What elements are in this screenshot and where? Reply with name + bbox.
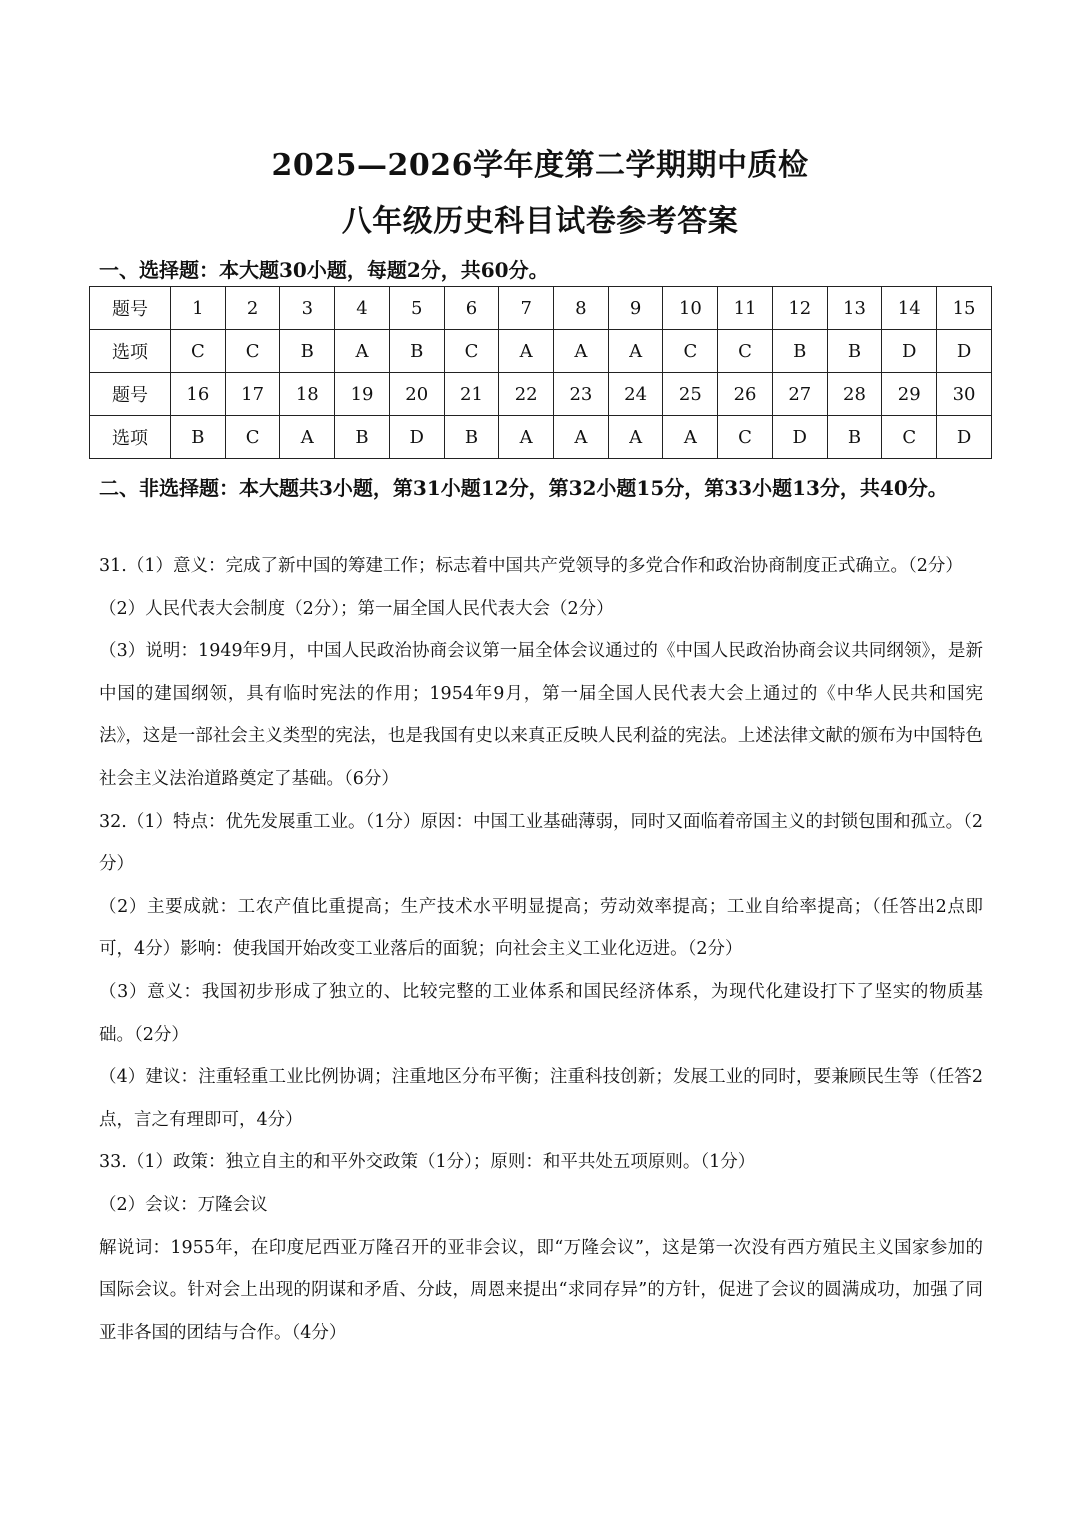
question-number-cell: 8 xyxy=(554,287,609,330)
question-number-cell: 25 xyxy=(663,373,718,416)
question-number-cell: 1 xyxy=(171,287,226,330)
answer-choice-row xyxy=(90,330,992,373)
question-number-cell: 10 xyxy=(663,287,718,330)
question-number-cell: 14 xyxy=(882,287,937,330)
answer-choice-cell: A xyxy=(499,330,554,373)
paragraph-33-1: 33.（1）政策：独立自主的和平外交政策（1分）；原则：和平共处五项原则。（1分） xyxy=(99,1152,756,1173)
paragraph-31-1: 31.（1）意义：完成了新中国的筹建工作；标志着中国共产党领导的多党合作和政治协商制度正式确立。（2分） xyxy=(99,556,963,576)
answer-choice-cell: B xyxy=(335,416,390,459)
answer-choice-cell: B xyxy=(444,416,499,459)
question-number-cell: 22 xyxy=(499,373,554,416)
question-number-cell: 3 xyxy=(280,287,335,330)
answer-choice-cell: D xyxy=(882,330,937,373)
answer-choice-cell: D xyxy=(389,416,444,459)
answer-choice-cell: A xyxy=(499,416,554,459)
answer-choice-cell: D xyxy=(937,330,992,373)
answer-choice-cell: C xyxy=(882,416,937,459)
question-number-cell: 7 xyxy=(499,287,554,330)
paragraph-33-2: （2）会议：万隆会议 xyxy=(99,1194,268,1215)
question-number-cell: 4 xyxy=(335,287,390,330)
question-number-cell: 28 xyxy=(827,373,882,416)
question-number-row xyxy=(90,287,992,330)
answer-choice-cell: A xyxy=(608,416,663,459)
row-label-answer: 选项 xyxy=(90,330,171,373)
question-number-cell: 18 xyxy=(280,373,335,416)
paragraph-32-1: 32.（1）特点：优先发展重工业。（1分）原因：中国工业基础薄弱，同时又面临着帝国主义的封锁包围和孤立。（2分） xyxy=(99,811,983,875)
question-number-cell: 17 xyxy=(225,373,280,416)
section-1-heading: 一、选择题：本大题30小题，每题2分，共60分。 xyxy=(99,258,549,282)
page-title: 2025—2026学年度第二学期期中质检 xyxy=(271,148,809,183)
answer-choice-cell: B xyxy=(280,330,335,373)
question-number-cell: 13 xyxy=(827,287,882,330)
answer-choice-cell: D xyxy=(937,416,992,459)
question-number-cell: 27 xyxy=(772,373,827,416)
answer-choice-cell: A xyxy=(608,330,663,373)
question-number-cell: 16 xyxy=(171,373,226,416)
question-number-cell: 24 xyxy=(608,373,663,416)
answer-choice-cell: C xyxy=(718,330,773,373)
question-number-cell: 11 xyxy=(718,287,773,330)
row-label-number: 题号 xyxy=(90,373,171,416)
answer-choice-cell: B xyxy=(171,416,226,459)
answer-choice-cell: C xyxy=(663,330,718,373)
answer-choice-row xyxy=(90,416,992,459)
answer-choice-cell: B xyxy=(389,330,444,373)
question-number-cell: 9 xyxy=(608,287,663,330)
paragraph-33-commentary: 解说词：1955年，在印度尼西亚万隆召开的亚非会议，即“万隆会议”，这是第一次没有西方殖民主义国家参加的国际会议。针对会上出现的阴谋和矛盾、分歧，周恩来提出“求同存异”的方针，促进了会议的圆满成功，加强了同亚非各国的团结与合作。（4分） xyxy=(99,1237,983,1343)
paragraph-32-3: （3）意义：我国初步形成了独立的、比较完整的工业体系和国民经济体系，为现代化建设打下了坚实的物质基础。（2分） xyxy=(99,981,983,1045)
answer-choice-cell: A xyxy=(554,330,609,373)
answer-explanations xyxy=(99,545,983,1354)
answer-choice-cell: A xyxy=(280,416,335,459)
page-subtitle: 八年级历史科目试卷参考答案 xyxy=(341,204,739,239)
section-2-heading: 二、非选择题：本大题共3小题，第31小题12分，第32小题15分，第33小题13分，共40分。 xyxy=(99,476,948,500)
answer-choice-cell: C xyxy=(444,330,499,373)
question-number-row xyxy=(90,373,992,416)
paragraph-31-3: （3）说明：1949年9月，中国人民政治协商会议第一届全体会议通过的《中国人民政治协商会议共同纲领》，是新中国的建国纲领，具有临时宪法的作用；1954年9月，第一届全国人民代表大会上通过的《中华人民共和国宪法》，这是一部社会主义类型的宪法，也是我国有史以来真正反映人民利益的宪法。上述法律文献的颁布为中国特色社会主义法治道路奠定了基础。（6分） xyxy=(99,641,983,789)
question-number-cell: 6 xyxy=(444,287,499,330)
answer-choice-cell: A xyxy=(554,416,609,459)
paragraph-31-2: （2）人民代表大会制度（2分）；第一届全国人民代表大会（2分） xyxy=(99,598,614,619)
answer-choice-cell: B xyxy=(772,330,827,373)
row-label-number: 题号 xyxy=(90,287,171,330)
answer-choice-cell: A xyxy=(335,330,390,373)
question-number-cell: 21 xyxy=(444,373,499,416)
question-number-cell: 15 xyxy=(937,287,992,330)
row-label-answer: 选项 xyxy=(90,416,171,459)
question-number-cell: 2 xyxy=(225,287,280,330)
question-number-cell: 12 xyxy=(772,287,827,330)
answer-choice-cell: B xyxy=(827,416,882,459)
paragraph-32-4: （4）建议：注重轻重工业比例协调；注重地区分布平衡；注重科技创新；发展工业的同时，要兼顾民生等（任答2点，言之有理即可，4分） xyxy=(99,1067,983,1130)
answer-choice-cell: A xyxy=(663,416,718,459)
answer-choice-cell: C xyxy=(225,330,280,373)
answer-choice-cell: D xyxy=(772,416,827,459)
paragraph-32-2: （2）主要成就：工农产值比重提高；生产技术水平明显提高；劳动效率提高；工业自给率提高；（任答出2点即可，4分）影响：使我国开始改变工业落后的面貌；向社会主义工业化迈进。（2分） xyxy=(99,896,983,960)
answer-table xyxy=(89,286,992,459)
answer-choice-cell: B xyxy=(827,330,882,373)
question-number-cell: 26 xyxy=(718,373,773,416)
question-number-cell: 19 xyxy=(335,373,390,416)
question-number-cell: 23 xyxy=(554,373,609,416)
question-number-cell: 29 xyxy=(882,373,937,416)
question-number-cell: 30 xyxy=(937,373,992,416)
answer-choice-cell: C xyxy=(171,330,226,373)
answer-choice-cell: C xyxy=(225,416,280,459)
question-number-cell: 20 xyxy=(389,373,444,416)
answer-choice-cell: C xyxy=(718,416,773,459)
question-number-cell: 5 xyxy=(389,287,444,330)
